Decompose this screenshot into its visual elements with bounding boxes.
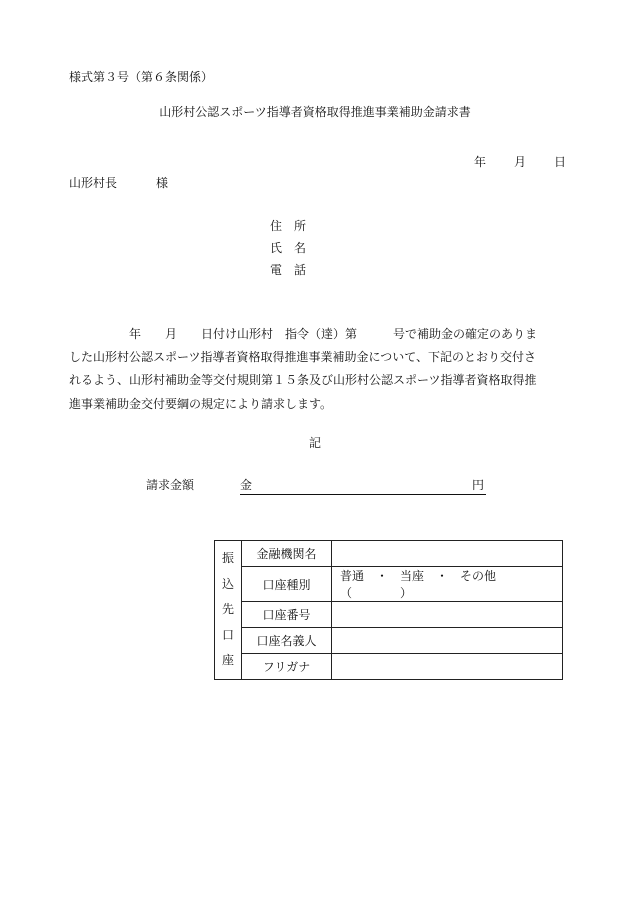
side-char: 込 [221, 576, 234, 591]
applicant-name-row [270, 240, 314, 256]
applicant-address-row [270, 218, 314, 234]
ki-heading: 記 [308, 436, 321, 450]
side-char: 口 [221, 627, 234, 642]
side-char: 座 [221, 653, 234, 668]
applicant-phone-row [270, 262, 314, 278]
bank-account-table [214, 540, 563, 680]
applicant-address-label: 住 所 [270, 219, 307, 233]
furigana-field[interactable] [332, 654, 563, 680]
account-type-field[interactable]: 普通 ・ 当座 ・ その他（ ） [332, 567, 563, 602]
amount-suffix: 円 [471, 478, 484, 492]
table-row [215, 541, 563, 567]
applicant-phone-label: 電 話 [270, 263, 307, 277]
table-row [215, 602, 563, 628]
bank-name-label: 金融機関名 [242, 541, 332, 567]
body-line: れるよう、山形村補助金等交付規則第１５条及び山形村公認スポーツ指導者資格取得推 [69, 373, 537, 388]
document-title: 山形村公認スポーツ指導者資格取得推進事業補助金請求書 [159, 105, 471, 119]
furigana-label: フリガナ [242, 654, 332, 680]
table-row [215, 654, 563, 680]
addressee-name: 山形村長 [69, 176, 118, 190]
amount-prefix: 金 [240, 478, 253, 492]
form-number: 様式第３号（第６条関係） [69, 70, 214, 84]
date-month: 月 [514, 155, 527, 169]
addressee-honorific: 様 [156, 176, 169, 190]
request-body [69, 323, 577, 416]
body-line: 年 月 日付け山形村 指令（達）第 号で補助金の確定のありま [69, 327, 538, 341]
date-year: 年 [474, 155, 487, 169]
side-char: 振 [221, 551, 234, 566]
amount-field[interactable] [240, 477, 486, 495]
bank-side-label [215, 541, 242, 680]
account-number-label: 口座番号 [242, 602, 332, 628]
table-row [215, 567, 563, 602]
amount-label: 請求金額 [146, 478, 195, 492]
side-char: 先 [221, 602, 234, 617]
addressee [69, 175, 168, 191]
date-day: 日 [554, 155, 567, 169]
account-holder-field[interactable] [332, 628, 563, 654]
applicant-name-label: 氏 名 [270, 241, 307, 255]
body-line: した山形村公認スポーツ指導者資格取得推進事業補助金について、下記のとおり交付さ [69, 350, 537, 365]
table-row [215, 628, 563, 654]
account-holder-label: 口座名義人 [242, 628, 332, 654]
body-line: 進事業補助金交付要綱の規定により請求します。 [69, 396, 333, 411]
account-number-field[interactable] [332, 602, 563, 628]
account-type-label: 口座種別 [242, 567, 332, 602]
bank-name-field[interactable] [332, 541, 563, 567]
date-line [474, 154, 566, 170]
